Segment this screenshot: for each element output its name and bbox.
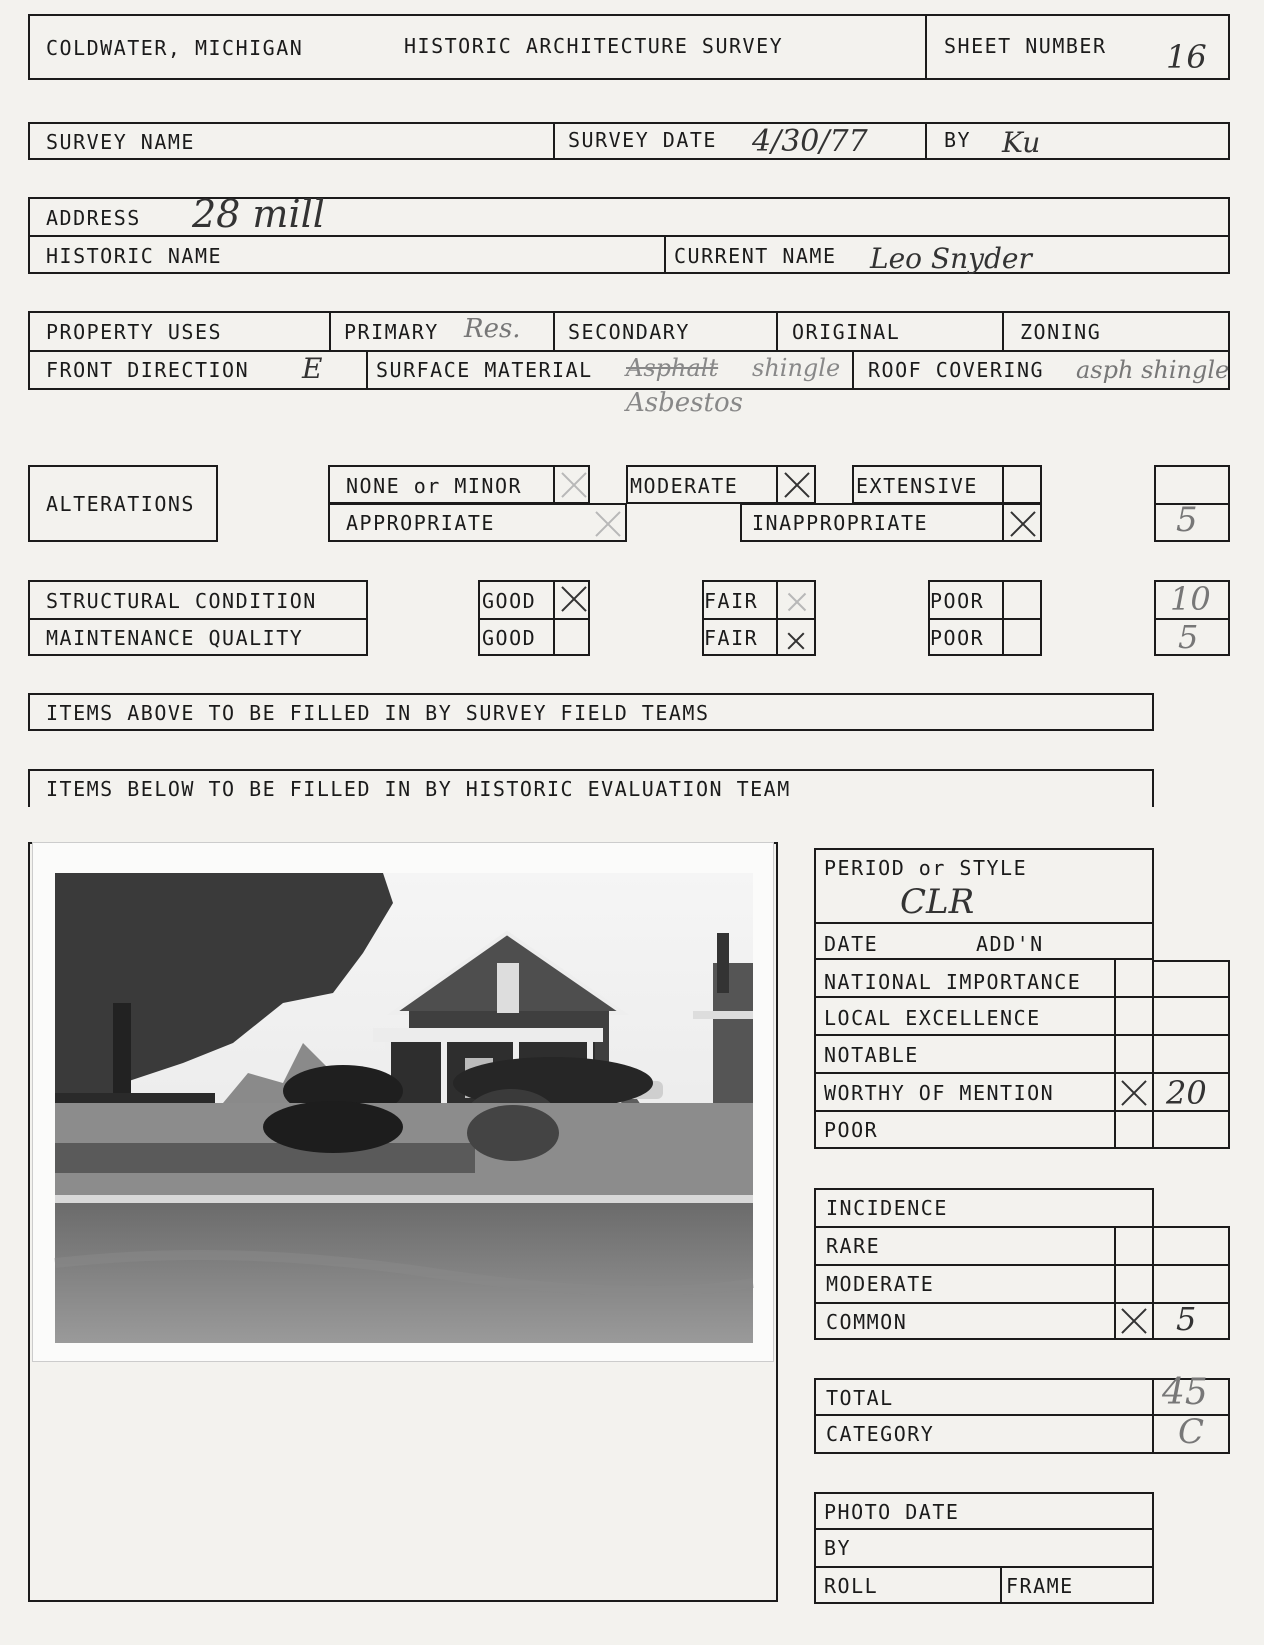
- roof-covering-label: ROOF COVERING: [868, 358, 1045, 382]
- structural-score: 10: [1170, 580, 1211, 618]
- maintenance-score: 5: [1178, 618, 1199, 656]
- survey-date-value: 4/30/77: [752, 124, 868, 159]
- maintenance-poor-label: POOR: [930, 626, 985, 650]
- extensive-label: EXTENSIVE: [856, 474, 978, 498]
- surface-material-label: SURFACE MATERIAL: [376, 358, 593, 382]
- city-label: COLDWATER, MICHIGAN: [46, 36, 304, 60]
- period-style-value: CLR: [900, 882, 975, 922]
- maintenance-fair-label: FAIR: [704, 626, 759, 650]
- zoning-label: ZONING: [1020, 320, 1102, 344]
- appropriate-label: APPROPRIATE: [346, 511, 495, 535]
- roof-covering-value: asph shingle: [1076, 356, 1230, 384]
- original-label: ORIGINAL: [792, 320, 901, 344]
- frame-label: FRAME: [1006, 1574, 1074, 1598]
- maintenance-good-label: GOOD: [482, 626, 537, 650]
- worthy-score: 20: [1166, 1074, 1207, 1112]
- date-label: DATE: [824, 932, 879, 956]
- surface-material-value: shingle: [752, 354, 841, 382]
- total-value: 45: [1162, 1372, 1208, 1413]
- front-direction-label: FRONT DIRECTION: [46, 358, 250, 382]
- period-style-label: PERIOD or STYLE: [824, 856, 1028, 880]
- secondary-label: SECONDARY: [568, 320, 690, 344]
- survey-title: HISTORIC ARCHITECTURE SURVEY: [404, 34, 784, 58]
- structural-poor-label: POOR: [930, 589, 985, 613]
- structural-fair-check-icon[interactable]: [784, 590, 808, 614]
- maintenance-quality-label: MAINTENANCE QUALITY: [46, 626, 304, 650]
- inappropriate-check-icon[interactable]: [1005, 507, 1039, 541]
- structural-condition-label: STRUCTURAL CONDITION: [46, 589, 317, 613]
- current-name-value: Leo Snyder: [870, 242, 1032, 275]
- maintenance-fair-check-icon[interactable]: [784, 630, 806, 652]
- photo-date-label: PHOTO DATE: [824, 1500, 960, 1524]
- sheet-number-label: SHEET NUMBER: [944, 34, 1107, 58]
- eval-poor-label: POOR: [824, 1118, 879, 1142]
- total-label: TOTAL: [826, 1386, 894, 1410]
- surface-material-struck: Asphalt: [626, 354, 719, 382]
- common-check-icon[interactable]: [1116, 1304, 1150, 1338]
- primary-value: Res.: [464, 314, 521, 344]
- photo-by-label: BY: [824, 1536, 852, 1560]
- roll-label: ROLL: [824, 1574, 879, 1598]
- importance-score-column: [1152, 960, 1230, 1149]
- surface-material-value-2: Asbestos: [626, 388, 743, 418]
- worthy-check-icon[interactable]: [1116, 1076, 1150, 1110]
- category-value: C: [1178, 1412, 1205, 1452]
- sheet-number-value: 16: [1166, 38, 1207, 76]
- addn-label: ADD'N: [976, 932, 1044, 956]
- house-photo-image: [33, 843, 775, 1363]
- incidence-label: INCIDENCE: [826, 1196, 948, 1220]
- category-label: CATEGORY: [826, 1422, 935, 1446]
- structural-good-label: GOOD: [482, 589, 537, 613]
- address-label: ADDRESS: [46, 206, 141, 230]
- worthy-of-mention-label: WORTHY OF MENTION: [824, 1081, 1055, 1105]
- none-minor-label: NONE or MINOR: [346, 474, 523, 498]
- moderate-label: MODERATE: [630, 474, 739, 498]
- moderate-check-icon[interactable]: [779, 468, 813, 502]
- national-importance-label: NATIONAL IMPORTANCE: [824, 970, 1082, 994]
- survey-date-label: SURVEY DATE: [568, 128, 717, 152]
- incidence-moderate-label: MODERATE: [826, 1272, 935, 1296]
- front-direction-value: E: [302, 352, 323, 385]
- house-photo: [32, 842, 774, 1362]
- items-above-label: ITEMS ABOVE TO BE FILLED IN BY SURVEY FIELD TEAMS: [46, 701, 710, 725]
- current-name-label: CURRENT NAME: [674, 244, 837, 268]
- local-excellence-label: LOCAL EXCELLENCE: [824, 1006, 1041, 1030]
- address-value: 28 mill: [192, 192, 325, 236]
- notable-label: NOTABLE: [824, 1043, 919, 1067]
- alterations-score: 5: [1176, 500, 1198, 540]
- property-uses-label: PROPERTY USES: [46, 320, 223, 344]
- inappropriate-label: INAPPROPRIATE: [752, 511, 929, 535]
- by-value: Ku: [1002, 126, 1041, 159]
- structural-fair-label: FAIR: [704, 589, 759, 613]
- common-label: COMMON: [826, 1310, 908, 1334]
- by-label: BY: [944, 128, 972, 152]
- rare-label: RARE: [826, 1234, 881, 1258]
- common-score: 5: [1176, 1300, 1197, 1338]
- primary-label: PRIMARY: [344, 320, 439, 344]
- items-below-label: ITEMS BELOW TO BE FILLED IN BY HISTORIC EVALUATION TEAM: [46, 777, 791, 801]
- alterations-label: ALTERATIONS: [46, 492, 195, 516]
- appropriate-check-icon[interactable]: [590, 507, 624, 541]
- structural-good-check-icon[interactable]: [556, 582, 590, 616]
- none-minor-check-icon[interactable]: [556, 468, 590, 502]
- historic-name-label: HISTORIC NAME: [46, 244, 223, 268]
- survey-name-label: SURVEY NAME: [46, 130, 195, 154]
